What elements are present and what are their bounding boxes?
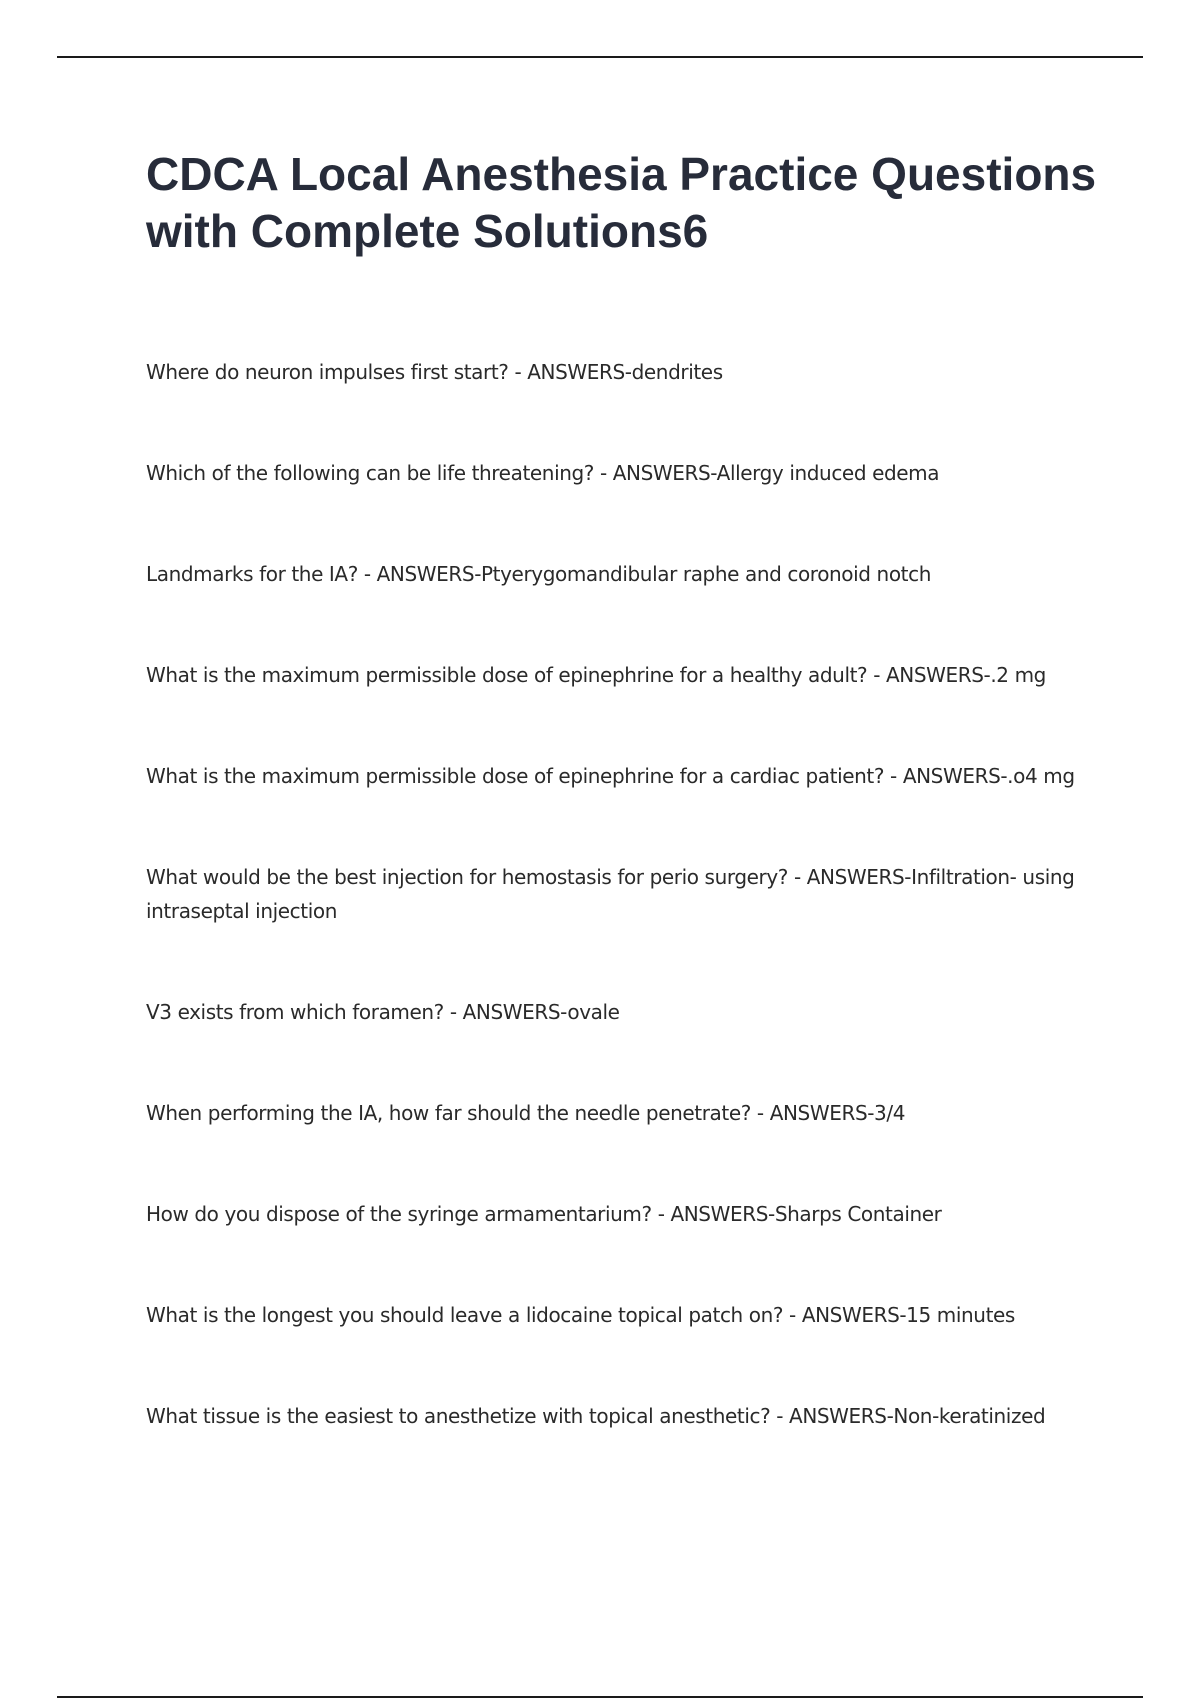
footer-rule (57, 1696, 1143, 1698)
qa-item: What is the maximum permissible dose of epinephrine for a cardiac patient? - ANSWERS-.o4 mg (146, 764, 1075, 788)
qa-item: When performing the IA, how far should the needle penetrate? - ANSWERS-3/4 (146, 1101, 906, 1125)
qa-item: What is the longest you should leave a lidocaine topical patch on? - ANSWERS-15 minutes (146, 1303, 1015, 1327)
qa-item: Which of the following can be life threatening? - ANSWERS-Allergy induced edema (146, 461, 940, 485)
qa-item: Where do neuron impulses first start? - ANSWERS-dendrites (146, 360, 723, 384)
qa-item: How do you dispose of the syringe armamentarium? - ANSWERS-Sharps Container (146, 1202, 942, 1226)
qa-item: What would be the best injection for hemostasis for perio surgery? - ANSWERS-Infiltration- using intraseptal injection (146, 865, 1075, 923)
header-rule (57, 56, 1143, 58)
qa-item: What tissue is the easiest to anesthetize with topical anesthetic? - ANSWERS-Non-keratinized (146, 1404, 1046, 1428)
page-title: CDCA Local Anesthesia Practice Questions with Complete Solutions6 (146, 148, 1097, 257)
qa-item: V3 exists from which foramen? - ANSWERS-ovale (146, 1000, 620, 1024)
qa-item: What is the maximum permissible dose of epinephrine for a healthy adult? - ANSWERS-.2 mg (146, 663, 1046, 687)
qa-list (146, 355, 1106, 1500)
qa-item: Landmarks for the IA? - ANSWERS-Ptyerygomandibular raphe and coronoid notch (146, 562, 931, 586)
